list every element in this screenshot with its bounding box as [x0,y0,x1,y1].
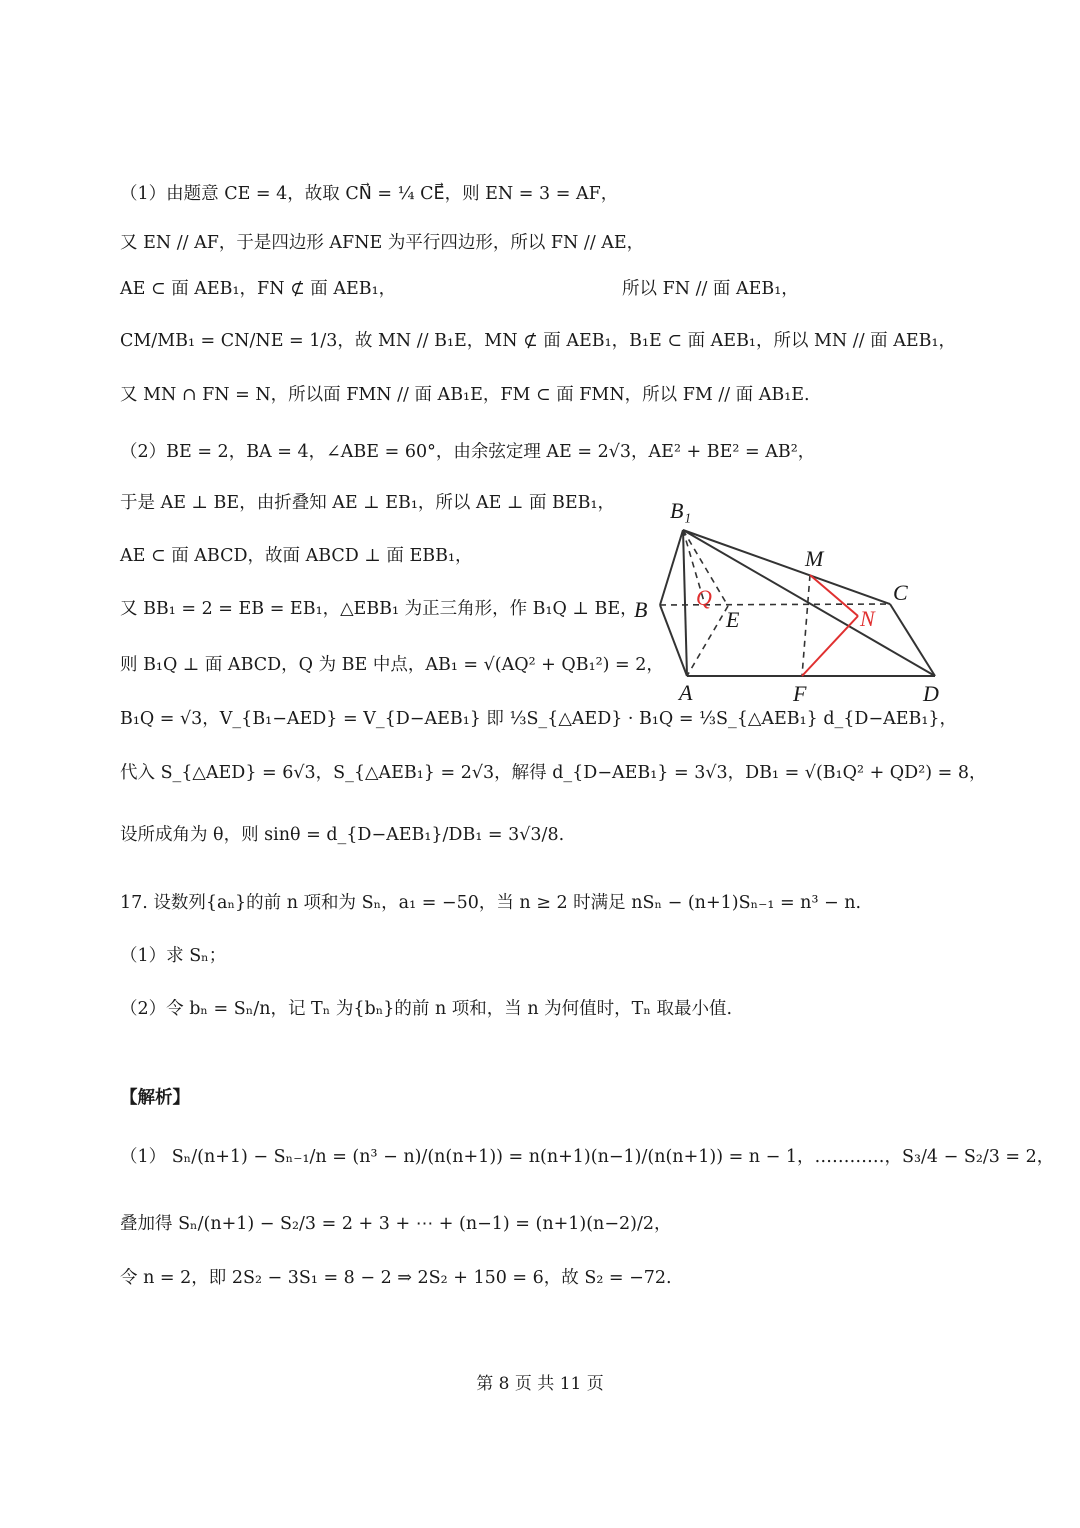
label-C: C [893,580,908,605]
part1-line3b: 所以 FN // 面 AEB₁， [622,279,799,299]
part2-line4: 又 BB₁ = 2 = EB = EB₁，△EBB₁ 为正三角形，作 B₁Q ⊥ BE， [120,599,638,619]
page-footer: 第 8 页 共 11 页 [476,1374,604,1394]
part2-line6: B₁Q = √3，V_{B₁−AED} = V_{D−AEB₁} 即 ⅓S_{△AED} · B₁Q = ⅓S_{△AEB₁} d_{D−AEB₁}， [120,709,958,729]
part2-line3: AE ⊂ 面 ABCD，故面 ABCD ⊥ 面 EBB₁， [120,546,473,566]
edge-B-C [660,604,890,605]
q17-stem: 17. 设数列{aₙ}的前 n 项和为 Sₙ，a₁ = −50，当 n ≥ 2 时满足 nSₙ − (n+1)Sₙ₋₁ = n³ − n. [120,893,862,913]
edge-E-A [687,606,728,676]
edge-B1-A [683,530,687,676]
label-M: M [805,546,824,571]
label-E: E [726,607,740,632]
segment-N-F [802,616,858,676]
edge-D-C [890,604,935,676]
part1-line5: 又 MN ∩ FN = N，所以面 FMN // 面 AB₁E，FM ⊂ 面 FMN，所以 FM // 面 AB₁E. [120,385,810,405]
part2-line2: 于是 AE ⊥ BE，由折叠知 AE ⊥ EB₁，所以 AE ⊥ 面 BEB₁， [120,493,616,513]
label-N: N [860,606,875,631]
label-B: B [634,597,648,622]
part1-line3a: AE ⊂ 面 AEB₁，FN ⊄ 面 AEB₁， [120,279,397,299]
edge-M-F [802,575,810,676]
part2-line7: 代入 S_{△AED} = 6√3，S_{△AEB₁} = 2√3，解得 d_{D−AEB₁} = 3√3，DB₁ = √(B₁Q² + QD²) = 8， [120,763,987,783]
analysis-line3: 令 n = 2，即 2S₂ − 3S₁ = 8 − 2 ⇒ 2S₂ + 150 = 6，故 S₂ = −72. [120,1268,672,1288]
geometry-figure [620,490,960,715]
q17-sub1: （1）求 Sₙ； [120,946,227,966]
edge-B1-C [683,530,890,604]
part1-line1: （1）由题意 CE = 4，故取 CN⃗ = ¼ CE⃗，则 EN = 3 = AF， [120,184,619,204]
edge-B-A [660,605,687,676]
label-Q: Q [696,585,712,610]
label-B1: B₁ [670,498,692,523]
part2-line1: （2）BE = 2，BA = 4，∠ABE = 60°，由余弦定理 AE = 2√3，AE² + BE² = AB²， [120,442,816,462]
q17-sub2: （2）令 bₙ = Sₙ/n，记 Tₙ 为{bₙ}的前 n 项和，当 n 为何值时，Tₙ 取最小值. [120,999,733,1019]
label-A: A [679,680,693,705]
analysis-line2: 叠加得 Sₙ/(n+1) − S₂/3 = 2 + 3 + ⋯ + (n−1) = (n+1)(n−2)/2， [120,1214,672,1234]
dashed-edges [660,530,890,676]
analysis-heading: 【解析】 [120,1088,190,1108]
part1-line4: CM/MB₁ = CN/NE = 1/3，故 MN // B₁E，MN ⊄ 面 AEB₁，B₁E ⊂ 面 AEB₁，所以 MN // 面 AEB₁， [120,331,957,351]
part2-line5: 则 B₁Q ⊥ 面 ABCD，Q 为 BE 中点，AB₁ = √(AQ² + QB₁²) = 2， [120,655,664,675]
label-F: F [793,681,807,706]
segment-M-N [810,575,858,616]
part2-line8: 设所成角为 θ，则 sinθ = d_{D−AEB₁}/DB₁ = 3√3/8. [120,825,565,845]
part1-line2: 又 EN // AF，于是四边形 AFNE 为平行四边形，所以 FN // AE， [120,233,645,253]
analysis-line1: （1） Sₙ/(n+1) − Sₙ₋₁/n = (n³ − n)/(n(n+1)) = n(n+1)(n−1)/(n(n+1)) = n − 1，…………，S₃/4 − S₂/3 = 2， [120,1147,1055,1167]
edge-B1-B [660,530,683,605]
label-D: D [923,681,939,706]
